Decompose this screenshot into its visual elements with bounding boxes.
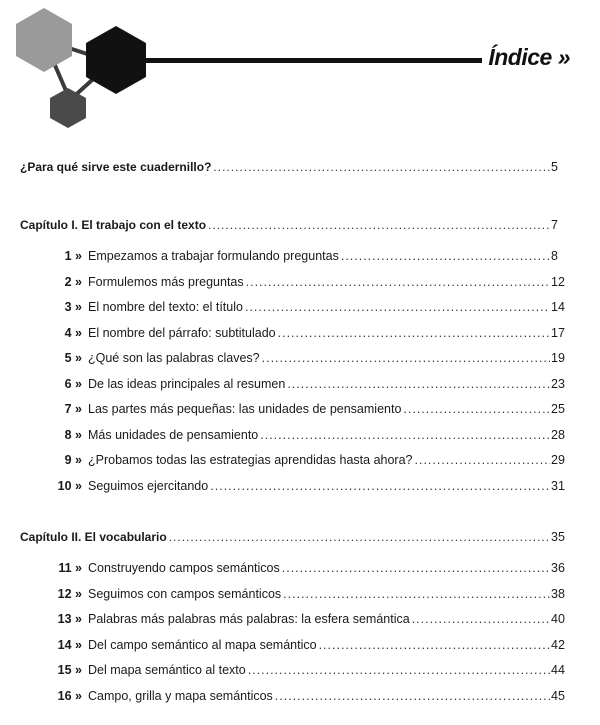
toc-entry-number: 15 » [57, 663, 82, 677]
toc-entry-label: Seguimos ejercitando [88, 478, 209, 493]
toc-chapter-1[interactable] [0, 215, 600, 235]
toc-page-number: 8 [551, 249, 558, 263]
hexagon-small [50, 88, 86, 128]
toc-entry-label: ¿Probamos todas las estrategias aprendidas hasta ahora? [88, 453, 413, 467]
toc-page-number: 29 [551, 453, 565, 467]
toc-entry-label: Construyendo campos semánticos [88, 561, 280, 575]
toc-entry-number: 2 » [64, 274, 82, 289]
toc-entry-number: 8 » [64, 427, 82, 442]
dot-leader [169, 527, 550, 547]
toc-entry[interactable] [0, 348, 600, 368]
toc-entry[interactable] [0, 323, 600, 343]
toc-entry-number: 12 » [57, 586, 82, 601]
toc-entry[interactable] [0, 584, 600, 604]
dot-leader [262, 348, 550, 368]
dot-leader [245, 297, 550, 317]
toc-page-number: 38 [551, 586, 565, 601]
toc-page-number: 14 [551, 300, 565, 314]
toc-entry-label: Las partes más pequeñas: las unidades de pensamiento [88, 402, 402, 416]
toc-page-number: 7 [551, 218, 558, 232]
dot-leader [248, 660, 550, 680]
toc-entry-number: 5 » [64, 351, 82, 365]
toc-entry-number: 11 » [58, 561, 82, 575]
toc-entry-number: 13 » [57, 612, 82, 626]
dot-leader [287, 374, 550, 394]
toc-page-number: 36 [551, 561, 565, 575]
toc-page-number: 17 [551, 325, 565, 340]
toc-entry-label: Formulemos más preguntas [88, 274, 244, 289]
dot-leader [341, 246, 550, 266]
dot-leader [415, 450, 551, 470]
header-rule [110, 58, 482, 63]
toc-entry[interactable] [0, 476, 600, 496]
hexagon-molecule-icon [0, 0, 160, 140]
toc-entry-label: Campo, grilla y mapa semánticos [88, 688, 273, 703]
dot-leader [403, 399, 550, 419]
dot-leader [210, 476, 550, 496]
dot-leader [278, 323, 550, 343]
toc-entry[interactable] [0, 374, 600, 394]
toc-page-number: 45 [551, 688, 565, 703]
toc-entry[interactable] [0, 450, 600, 470]
dot-leader [208, 215, 550, 235]
toc-entry-number: 14 » [57, 637, 82, 652]
page-title: Índice » [488, 44, 570, 70]
toc-entry[interactable] [0, 635, 600, 655]
dot-leader [213, 157, 550, 177]
dot-leader [260, 425, 550, 445]
toc-entry-label: Más unidades de pensamiento [88, 427, 259, 442]
toc-entry-number: 9 » [64, 453, 82, 467]
dot-leader [319, 635, 550, 655]
toc-entry-label: El nombre del párrafo: subtitulado [88, 325, 276, 340]
toc-entry-intro[interactable] [0, 157, 600, 177]
toc-chapter-2[interactable] [0, 527, 600, 547]
chapter-title: Capítulo I. El trabajo con el texto [20, 218, 207, 232]
toc-entry-label: Seguimos con campos semánticos [88, 586, 282, 601]
toc-entry-label: De las ideas principales al resumen [88, 376, 286, 391]
toc-entry[interactable] [0, 297, 600, 317]
toc-entry-number: 1 » [64, 249, 82, 263]
toc-entry[interactable] [0, 272, 600, 292]
toc-entry-number: 4 » [64, 325, 82, 340]
toc-entry-number: 6 » [64, 376, 82, 391]
toc-entry[interactable] [0, 399, 600, 419]
toc-page-number: 28 [551, 427, 565, 442]
toc-entry-label: El nombre del texto: el título [88, 300, 243, 314]
toc-entry[interactable] [0, 660, 600, 680]
toc-page-number: 44 [551, 663, 565, 677]
hexagon-gray [16, 8, 72, 72]
toc-entry-label: ¿Para qué sirve este cuadernillo? [20, 160, 212, 174]
toc-page-number: 5 [551, 160, 558, 174]
dot-leader [283, 584, 550, 604]
dot-leader [246, 272, 550, 292]
toc-entry-label: Del campo semántico al mapa semántico [88, 637, 317, 652]
dot-leader [275, 686, 550, 706]
toc-page-number: 35 [551, 530, 565, 544]
toc-page-number: 42 [551, 637, 565, 652]
dot-leader [412, 609, 550, 629]
toc-entry[interactable] [0, 609, 600, 629]
toc-entry-label: Palabras más palabras más palabras: la esfera semántica [88, 612, 410, 626]
toc-entry-number: 16 » [57, 688, 82, 703]
toc-entry-label: Del mapa semántico al texto [88, 663, 246, 677]
toc-page-number: 19 [551, 351, 565, 365]
chapter-title: Capítulo II. El vocabulario [20, 530, 167, 544]
toc-page-number: 31 [551, 478, 565, 493]
toc-page-number: 12 [551, 274, 565, 289]
toc-entry-number: 3 » [64, 300, 82, 314]
toc-entry-label: Empezamos a trabajar formulando preguntas [88, 249, 339, 263]
toc-entry[interactable] [0, 246, 600, 266]
toc-entry[interactable] [0, 686, 600, 706]
toc-entry[interactable] [0, 425, 600, 445]
toc-entry-number: 10 » [57, 478, 82, 493]
toc-page-number: 40 [551, 612, 565, 626]
toc-page-number: 23 [551, 376, 565, 391]
toc-page-number: 25 [551, 402, 565, 416]
toc-entry[interactable] [0, 558, 600, 578]
toc-entry-label: ¿Qué son las palabras claves? [88, 351, 260, 365]
dot-leader [282, 558, 550, 578]
toc-entry-number: 7 » [64, 402, 82, 416]
